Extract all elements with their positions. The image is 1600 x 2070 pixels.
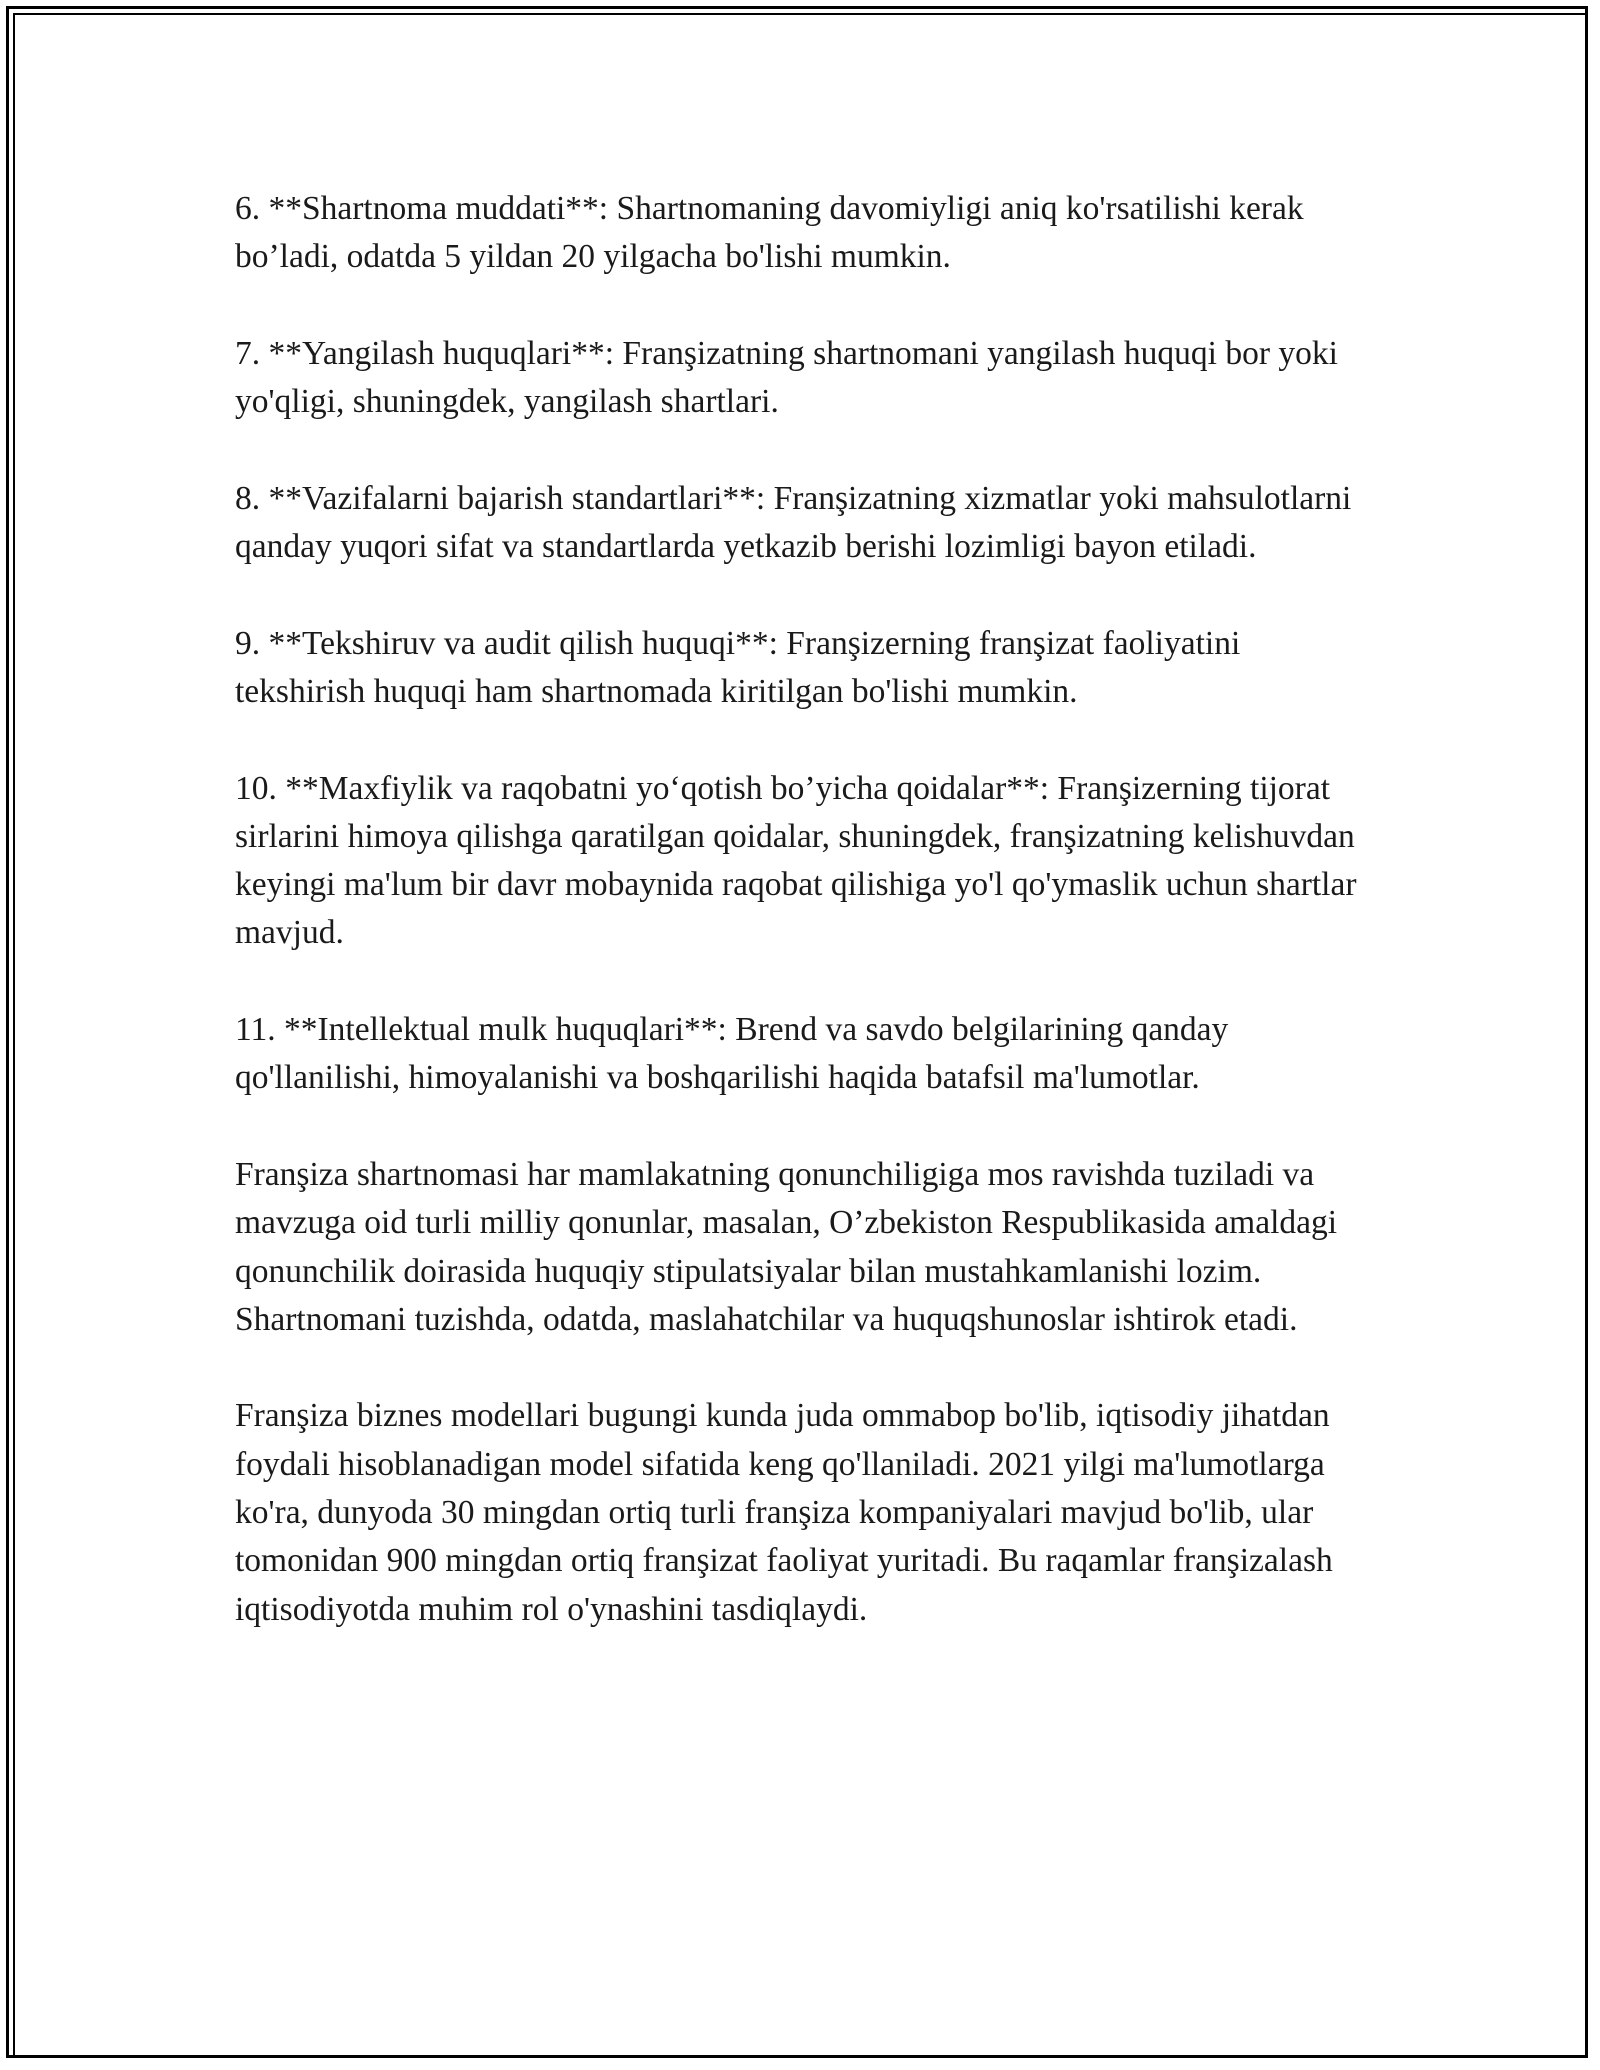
paragraph-item-11-intellectual-property: 11. **Intellektual mulk huquqlari**: Brend va savdo belgilarining qanday qo'llanilishi, himoyalanishi va boshqarilishi haqida batafsil ma'lumotlar. xyxy=(235,1011,1229,1097)
paragraph-item-6-contract-term: 6. **Shartnoma muddati**: Shartnomaning davomiyligi aniq ko'rsatilishi kerak bo’ladi, odatda 5 yildan 20 yilgacha bo'lishi mumkin. xyxy=(235,190,1304,276)
paragraph-item-9-audit-rights: 9. **Tekshiruv va audit qilish huquqi**: Franşizerning franşizat faoliyatini tekshirish huquqi ham shartnomada kiritilgan bo'lishi mumkin. xyxy=(235,624,1241,710)
document-body xyxy=(235,185,1370,1682)
paragraph-item-7-renewal-rights: 7. **Yangilash huquqlari**: Franşizatning shartnomani yangilash huquqi bor yoki yo'qligi, shuningdek, yangilash shartlari. xyxy=(235,334,1338,421)
paragraph-item-10-confidentiality: 10. **Maxfiylik va raqobatni yo‘qotish bo’yicha qoidalar**: Franşizerning tijorat sirlarini himoya qilishga qaratilgan qoidalar, shuningdek, franşizatning kelishuvdan keyingi ma'lum bir davr mobaynida raqobat qilishiga yo'l qo'ymaslik uchun shartlar mavjud. xyxy=(235,769,1357,952)
paragraph-statistics: Franşiza biznes modellari bugungi kunda juda ommabop bo'lib, iqtisodiy jihatdan foydali hisoblanadigan model sifatida keng qo'llaniladi. 2021 yilgi ma'lumotlarga ko'ra, dunyoda 30 mingdan ortiq turli franşiza kompaniyalari mavjud bo'lib, ular tomonidan 900 mingdan ortiq franşizat faoliyat yuritadi. Bu raqamlar franşizalash iqtisodiyotda muhim rol o'ynashini tasdiqlaydi. xyxy=(235,1397,1333,1628)
paragraph-legislation: Franşiza shartnomasi har mamlakatning qonunchiligiga mos ravishda tuziladi va mavzuga oid turli milliy qonunlar, masalan, O’zbekiston Respublikasida amaldagi qonunchilik doirasida huquqiy stipulatsiyalar bilan mustahkamlanishi lozim. Shartnomani tuzishda, odatda, maslahatchilar va huquqshunoslar ishtirok etadi. xyxy=(235,1155,1338,1338)
paragraph-item-8-performance-standards: 8. **Vazifalarni bajarish standartlari**: Franşizatning xizmatlar yoki mahsulotlarni qanday yuqori sifat va standartlarda yetkazib berishi lozimligi bayon etiladi. xyxy=(235,479,1352,566)
